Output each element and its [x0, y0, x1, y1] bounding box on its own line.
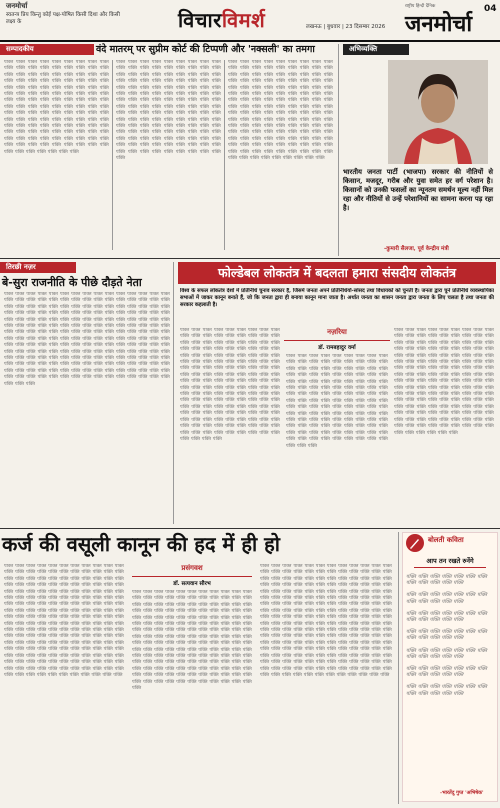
- verse-item: पंक्ति पंक्ति पंक्ति पंक्ति पंक्ति पंक्ति पंक्ति पंक्ति पंक्ति पंक्ति पंक्ति पंक्ति: [406, 684, 488, 697]
- brand-name: जनमोर्चा: [405, 12, 473, 37]
- column-divider: [173, 262, 174, 524]
- opinion-label: अभिव्यक्ति: [343, 44, 409, 55]
- verse-item: पंक्ति पंक्ति पंक्ति पंक्ति पंक्ति पंक्ति पंक्ति पंक्ति पंक्ति पंक्ति पंक्ति पंक्ति: [406, 629, 488, 642]
- section-divider: [0, 258, 500, 259]
- bottom-article-headline: कर्ज की वसूली कानून की हद में ही हो: [2, 532, 280, 556]
- lead-article-column-1: पंक्ति पंक्ति पंक्ति पंक्ति पंक्ति पंक्ति पंक्ति पंक्ति पंक्ति पंक्ति पंक्ति पंक्ति पंक्ति पंक्ति पंक्ति पंक्ति पंक्ति पंक्ति पंक्ति पंक्ति पंक्ति पंक्ति पंक्ति पंक्ति पंक्ति पंक्ति पंक्ति पंक्ति पंक्ति पंक्ति पंक्ति पंक्ति पंक्ति पंक्ति पंक्ति पंक्ति पंक्ति पंक्ति पंक्ति पंक्ति पंक्ति पंक्ति पंक्ति पंक्ति पंक्ति पंक्ति पंक्ति पंक्ति पंक्ति पंक्ति पंक्ति पंक्ति पंक्ति पंक्ति पंक्ति पंक्ति पंक्ति पंक्ति पंक्ति पंक्ति पंक्ति पंक्ति पंक्ति पंक्ति पंक्ति पंक्ति पंक्ति पंक्ति पंक्ति पंक्ति पंक्ति पंक्ति पंक्ति पंक्ति पंक्ति पंक्ति पंक्ति पंक्ति पंक्ति पंक्ति पंक्ति पंक्ति पंक्ति पंक्ति पंक्ति पंक्ति पंक्ति पंक्ति पंक्ति पंक्ति पंक्ति पंक्ति पंक्ति पंक्ति पंक्ति पंक्ति पंक्ति पंक्ति पंक्ति पंक्ति पंक्ति पंक्ति पंक्ति पंक्ति पंक्ति पंक्ति पंक्ति पंक्ति पंक्ति पंक्ति पंक्ति पंक्ति पंक्ति पंक्ति पंक्ति पंक्ति पंक्ति पंक्ति पंक्ति पंक्ति पंक्ति पंक्ति पंक्ति पंक्ति पंक्ति पंक्ति पंक्ति पंक्ति पंक्ति पंक्ति पंक्ति पंक्ति पंक्ति पंक्ति पंक्ति पंक्ति पंक्ति पंक्ति पंक्ति पंक्ति पंक्ति पंक्ति पंक्ति पंक्ति पंक्ति पंक्ति पंक्ति पंक्ति पंक्ति पंक्ति पंक्ति पंक्ति पंक्ति पंक्ति पंक्ति पंक्ति पंक्ति: [180, 328, 280, 442]
- section-divider: [0, 528, 500, 529]
- bottom-article-column-2: पंक्ति पंक्ति पंक्ति पंक्ति पंक्ति पंक्ति पंक्ति पंक्ति पंक्ति पंक्ति पंक्ति पंक्ति पंक्ति पंक्ति पंक्ति पंक्ति पंक्ति पंक्ति पंक्ति पंक्ति पंक्ति पंक्ति पंक्ति पंक्ति पंक्ति पंक्ति पंक्ति पंक्ति पंक्ति पंक्ति पंक्ति पंक्ति पंक्ति पंक्ति पंक्ति पंक्ति पंक्ति पंक्ति पंक्ति पंक्ति पंक्ति पंक्ति पंक्ति पंक्ति पंक्ति पंक्ति पंक्ति पंक्ति पंक्ति पंक्ति पंक्ति पंक्ति पंक्ति पंक्ति पंक्ति पंक्ति पंक्ति पंक्ति पंक्ति पंक्ति पंक्ति पंक्ति पंक्ति पंक्ति पंक्ति पंक्ति पंक्ति पंक्ति पंक्ति पंक्ति पंक्ति पंक्ति पंक्ति पंक्ति पंक्ति पंक्ति पंक्ति पंक्ति पंक्ति पंक्ति पंक्ति पंक्ति पंक्ति पंक्ति पंक्ति पंक्ति पंक्ति पंक्ति पंक्ति पंक्ति पंक्ति पंक्ति पंक्ति पंक्ति पंक्ति पंक्ति पंक्ति पंक्ति पंक्ति पंक्ति पंक्ति पंक्ति पंक्ति पंक्ति पंक्ति पंक्ति पंक्ति पंक्ति पंक्ति पंक्ति पंक्ति पंक्ति पंक्ति पंक्ति पंक्ति पंक्ति पंक्ति पंक्ति पंक्ति पंक्ति पंक्ति पंक्ति पंक्ति पंक्ति पंक्ति पंक्ति पंक्ति पंक्ति पंक्ति पंक्ति पंक्ति पंक्ति पंक्ति पंक्ति पंक्ति पंक्ति पंक्ति पंक्ति पंक्ति पंक्ति पंक्ति पंक्ति पंक्ति पंक्ति पंक्ति पंक्ति पंक्ति पंक्ति पंक्ति पंक्ति पंक्ति पंक्ति पंक्ति पंक्ति पंक्ति पंक्ति पंक्ति पंक्ति पंक्ति पंक्ति पंक्ति पंक्ति पंक्ति पंक्ति पंक्ति पंक्ति: [132, 590, 252, 692]
- lead-article-section-label: नज़रिया: [284, 328, 390, 341]
- verse-item: पंक्ति पंक्ति पंक्ति पंक्ति पंक्ति पंक्ति पंक्ति पंक्ति पंक्ति पंक्ति पंक्ति पंक्ति: [406, 647, 488, 660]
- verse-item: पंक्ति पंक्ति पंक्ति पंक्ति पंक्ति पंक्ति पंक्ति पंक्ति पंक्ति पंक्ति पंक्ति पंक्ति: [406, 666, 488, 679]
- sidebar-verses: [406, 574, 492, 703]
- sidebar-label: बोलती कविता: [428, 536, 464, 544]
- lead-article-headline: फोल्डेबल लोकतंत्र में बदलता हमारा संसदीय लोकतंत्र: [178, 262, 496, 284]
- column-divider: [338, 44, 339, 256]
- opinion-byline: -कुमारी सैलजा, पूर्व केन्द्रीय मंत्री: [384, 246, 449, 252]
- paper-motto: स्वतन्त्र प्रिय किन्तु कोई पक्ष-पोषित किसी दिशा और किसी लक्ष्य के: [6, 12, 120, 25]
- lead-article-column-3: पंक्ति पंक्ति पंक्ति पंक्ति पंक्ति पंक्ति पंक्ति पंक्ति पंक्ति पंक्ति पंक्ति पंक्ति पंक्ति पंक्ति पंक्ति पंक्ति पंक्ति पंक्ति पंक्ति पंक्ति पंक्ति पंक्ति पंक्ति पंक्ति पंक्ति पंक्ति पंक्ति पंक्ति पंक्ति पंक्ति पंक्ति पंक्ति पंक्ति पंक्ति पंक्ति पंक्ति पंक्ति पंक्ति पंक्ति पंक्ति पंक्ति पंक्ति पंक्ति पंक्ति पंक्ति पंक्ति पंक्ति पंक्ति पंक्ति पंक्ति पंक्ति पंक्ति पंक्ति पंक्ति पंक्ति पंक्ति पंक्ति पंक्ति पंक्ति पंक्ति पंक्ति पंक्ति पंक्ति पंक्ति पंक्ति पंक्ति पंक्ति पंक्ति पंक्ति पंक्ति पंक्ति पंक्ति पंक्ति पंक्ति पंक्ति पंक्ति पंक्ति पंक्ति पंक्ति पंक्ति पंक्ति पंक्ति पंक्ति पंक्ति पंक्ति पंक्ति पंक्ति पंक्ति पंक्ति पंक्ति पंक्ति पंक्ति पंक्ति पंक्ति पंक्ति पंक्ति पंक्ति पंक्ति पंक्ति पंक्ति पंक्ति पंक्ति पंक्ति पंक्ति पंक्ति पंक्ति पंक्ति पंक्ति पंक्ति पंक्ति पंक्ति पंक्ति पंक्ति पंक्ति पंक्ति पंक्ति पंक्ति पंक्ति पंक्ति पंक्ति पंक्ति पंक्ति पंक्ति पंक्ति पंक्ति पंक्ति पंक्ति पंक्ति पंक्ति पंक्ति पंक्ति पंक्ति पंक्ति पंक्ति पंक्ति पंक्ति पंक्ति पंक्ति पंक्ति पंक्ति पंक्ति पंक्ति पंक्ति पंक्ति पंक्ति पंक्ति पंक्ति पंक्ति पंक्ति पंक्ति: [394, 328, 494, 436]
- second-article-headline: बे-सुरा राजनीति के पीछे दौड़ते नेता: [2, 276, 142, 289]
- lead-article-author: डॉ. रामबहादुर वर्मा: [318, 345, 356, 351]
- sidebar-byline: -भारतेंदु गुप्त 'अभिषेक': [440, 790, 484, 796]
- bottom-article-author: डॉ. सत्यवान सौरभ: [173, 581, 211, 587]
- section-title-left: विचार: [178, 8, 222, 32]
- page-number: 04: [484, 4, 497, 14]
- editorial-column-2: पंक्ति पंक्ति पंक्ति पंक्ति पंक्ति पंक्ति पंक्ति पंक्ति पंक्ति पंक्ति पंक्ति पंक्ति पंक्ति पंक्ति पंक्ति पंक्ति पंक्ति पंक्ति पंक्ति पंक्ति पंक्ति पंक्ति पंक्ति पंक्ति पंक्ति पंक्ति पंक्ति पंक्ति पंक्ति पंक्ति पंक्ति पंक्ति पंक्ति पंक्ति पंक्ति पंक्ति पंक्ति पंक्ति पंक्ति पंक्ति पंक्ति पंक्ति पंक्ति पंक्ति पंक्ति पंक्ति पंक्ति पंक्ति पंक्ति पंक्ति पंक्ति पंक्ति पंक्ति पंक्ति पंक्ति पंक्ति पंक्ति पंक्ति पंक्ति पंक्ति पंक्ति पंक्ति पंक्ति पंक्ति पंक्ति पंक्ति पंक्ति पंक्ति पंक्ति पंक्ति पंक्ति पंक्ति पंक्ति पंक्ति पंक्ति पंक्ति पंक्ति पंक्ति पंक्ति पंक्ति पंक्ति पंक्ति पंक्ति पंक्ति पंक्ति पंक्ति पंक्ति पंक्ति पंक्ति पंक्ति पंक्ति पंक्ति पंक्ति पंक्ति पंक्ति पंक्ति पंक्ति पंक्ति पंक्ति पंक्ति पंक्ति पंक्ति पंक्ति पंक्ति पंक्ति पंक्ति पंक्ति पंक्ति पंक्ति पंक्ति पंक्ति पंक्ति पंक्ति पंक्ति पंक्ति पंक्ति पंक्ति पंक्ति पंक्ति पंक्ति पंक्ति पंक्ति पंक्ति पंक्ति पंक्ति पंक्ति पंक्ति पंक्ति पंक्ति पंक्ति पंक्ति पंक्ति पंक्ति पंक्ति पंक्ति पंक्ति: [116, 60, 221, 162]
- editorial-label: सम्पादकीय: [0, 44, 94, 55]
- dateline: लखनऊ | बुधवार | 23 दिसम्बर 2026: [306, 24, 386, 30]
- quill-icon: [406, 534, 424, 552]
- verse-item: पंक्ति पंक्ति पंक्ति पंक्ति पंक्ति पंक्ति पंक्ति पंक्ति पंक्ति पंक्ति पंक्ति पंक्ति: [406, 610, 488, 624]
- bottom-article-column-3: पंक्ति पंक्ति पंक्ति पंक्ति पंक्ति पंक्ति पंक्ति पंक्ति पंक्ति पंक्ति पंक्ति पंक्ति पंक्ति पंक्ति पंक्ति पंक्ति पंक्ति पंक्ति पंक्ति पंक्ति पंक्ति पंक्ति पंक्ति पंक्ति पंक्ति पंक्ति पंक्ति पंक्ति पंक्ति पंक्ति पंक्ति पंक्ति पंक्ति पंक्ति पंक्ति पंक्ति पंक्ति पंक्ति पंक्ति पंक्ति पंक्ति पंक्ति पंक्ति पंक्ति पंक्ति पंक्ति पंक्ति पंक्ति पंक्ति पंक्ति पंक्ति पंक्ति पंक्ति पंक्ति पंक्ति पंक्ति पंक्ति पंक्ति पंक्ति पंक्ति पंक्ति पंक्ति पंक्ति पंक्ति पंक्ति पंक्ति पंक्ति पंक्ति पंक्ति पंक्ति पंक्ति पंक्ति पंक्ति पंक्ति पंक्ति पंक्ति पंक्ति पंक्ति पंक्ति पंक्ति पंक्ति पंक्ति पंक्ति पंक्ति पंक्ति पंक्ति पंक्ति पंक्ति पंक्ति पंक्ति पंक्ति पंक्ति पंक्ति पंक्ति पंक्ति पंक्ति पंक्ति पंक्ति पंक्ति पंक्ति पंक्ति पंक्ति पंक्ति पंक्ति पंक्ति पंक्ति पंक्ति पंक्ति पंक्ति पंक्ति पंक्ति पंक्ति पंक्ति पंक्ति पंक्ति पंक्ति पंक्ति पंक्ति पंक्ति पंक्ति पंक्ति पंक्ति पंक्ति पंक्ति पंक्ति पंक्ति पंक्ति पंक्ति पंक्ति पंक्ति पंक्ति पंक्ति पंक्ति पंक्ति पंक्ति पंक्ति पंक्ति पंक्ति पंक्ति पंक्ति पंक्ति पंक्ति पंक्ति पंक्ति पंक्ति पंक्ति पंक्ति पंक्ति पंक्ति पंक्ति पंक्ति पंक्ति पंक्ति पंक्ति पंक्ति पंक्ति पंक्ति पंक्ति पंक्ति पंक्ति पंक्ति पंक्ति पंक्ति पंक्ति पंक्ति पंक्ति पंक्ति पंक्ति पंक्ति पंक्ति पंक्ति पंक्ति पंक्ति पंक्ति पंक्ति पंक्ति पंक्ति पंक्ति पंक्ति पंक्ति पंक्ति पंक्ति पंक्ति पंक्ति पंक्ति पंक्ति पंक्ति पंक्ति पंक्ति पंक्ति पंक्ति पंक्ति पंक्ति पंक्ति पंक्ति पंक्ति पंक्ति पंक्ति पंक्ति पंक्ति पंक्ति पंक्ति पंक्ति पंक्ति पंक्ति पंक्ति पंक्ति पंक्ति पंक्ति पंक्ति पंक्ति पंक्ति पंक्ति पंक्ति पंक्ति पंक्ति: [260, 564, 392, 678]
- lead-article-column-2: पंक्ति पंक्ति पंक्ति पंक्ति पंक्ति पंक्ति पंक्ति पंक्ति पंक्ति पंक्ति पंक्ति पंक्ति पंक्ति पंक्ति पंक्ति पंक्ति पंक्ति पंक्ति पंक्ति पंक्ति पंक्ति पंक्ति पंक्ति पंक्ति पंक्ति पंक्ति पंक्ति पंक्ति पंक्ति पंक्ति पंक्ति पंक्ति पंक्ति पंक्ति पंक्ति पंक्ति पंक्ति पंक्ति पंक्ति पंक्ति पंक्ति पंक्ति पंक्ति पंक्ति पंक्ति पंक्ति पंक्ति पंक्ति पंक्ति पंक्ति पंक्ति पंक्ति पंक्ति पंक्ति पंक्ति पंक्ति पंक्ति पंक्ति पंक्ति पंक्ति पंक्ति पंक्ति पंक्ति पंक्ति पंक्ति पंक्ति पंक्ति पंक्ति पंक्ति पंक्ति पंक्ति पंक्ति पंक्ति पंक्ति पंक्ति पंक्ति पंक्ति पंक्ति पंक्ति पंक्ति पंक्ति पंक्ति पंक्ति पंक्ति पंक्ति पंक्ति पंक्ति पंक्ति पंक्ति पंक्ति पंक्ति पंक्ति पंक्ति पंक्ति पंक्ति पंक्ति पंक्ति पंक्ति पंक्ति पंक्ति पंक्ति पंक्ति पंक्ति पंक्ति पंक्ति पंक्ति पंक्ति पंक्ति पंक्ति पंक्ति पंक्ति पंक्ति पंक्ति पंक्ति पंक्ति पंक्ति पंक्ति पंक्ति पंक्ति पंक्ति पंक्ति पंक्ति पंक्ति पंक्ति पंक्ति पंक्ति पंक्ति पंक्ति पंक्ति: [286, 354, 388, 449]
- editorial-column-3: पंक्ति पंक्ति पंक्ति पंक्ति पंक्ति पंक्ति पंक्ति पंक्ति पंक्ति पंक्ति पंक्ति पंक्ति पंक्ति पंक्ति पंक्ति पंक्ति पंक्ति पंक्ति पंक्ति पंक्ति पंक्ति पंक्ति पंक्ति पंक्ति पंक्ति पंक्ति पंक्ति पंक्ति पंक्ति पंक्ति पंक्ति पंक्ति पंक्ति पंक्ति पंक्ति पंक्ति पंक्ति पंक्ति पंक्ति पंक्ति पंक्ति पंक्ति पंक्ति पंक्ति पंक्ति पंक्ति पंक्ति पंक्ति पंक्ति पंक्ति पंक्ति पंक्ति पंक्ति पंक्ति पंक्ति पंक्ति पंक्ति पंक्ति पंक्ति पंक्ति पंक्ति पंक्ति पंक्ति पंक्ति पंक्ति पंक्ति पंक्ति पंक्ति पंक्ति पंक्ति पंक्ति पंक्ति पंक्ति पंक्ति पंक्ति पंक्ति पंक्ति पंक्ति पंक्ति पंक्ति पंक्ति पंक्ति पंक्ति पंक्ति पंक्ति पंक्ति पंक्ति पंक्ति पंक्ति पंक्ति पंक्ति पंक्ति पंक्ति पंक्ति पंक्ति पंक्ति पंक्ति पंक्ति पंक्ति पंक्ति पंक्ति पंक्ति पंक्ति पंक्ति पंक्ति पंक्ति पंक्ति पंक्ति पंक्ति पंक्ति पंक्ति पंक्ति पंक्ति पंक्ति पंक्ति पंक्ति पंक्ति पंक्ति पंक्ति पंक्ति पंक्ति पंक्ति पंक्ति पंक्ति पंक्ति पंक्ति पंक्ति पंक्ति पंक्ति पंक्ति पंक्ति पंक्ति पंक्ति पंक्ति पंक्ति पंक्ति पंक्ति पंक्ति पंक्ति पंक्ति पंक्ति पंक्ति पंक्ति पंक्ति: [228, 60, 333, 162]
- verse-item: पंक्ति पंक्ति पंक्ति पंक्ति पंक्ति पंक्ति पंक्ति पंक्ति पंक्ति पंक्ति पंक्ति पंक्ति: [406, 592, 488, 605]
- second-article-body: पंक्ति पंक्ति पंक्ति पंक्ति पंक्ति पंक्ति पंक्ति पंक्ति पंक्ति पंक्ति पंक्ति पंक्ति पंक्ति पंक्ति पंक्ति पंक्ति पंक्ति पंक्ति पंक्ति पंक्ति पंक्ति पंक्ति पंक्ति पंक्ति पंक्ति पंक्ति पंक्ति पंक्ति पंक्ति पंक्ति पंक्ति पंक्ति पंक्ति पंक्ति पंक्ति पंक्ति पंक्ति पंक्ति पंक्ति पंक्ति पंक्ति पंक्ति पंक्ति पंक्ति पंक्ति पंक्ति पंक्ति पंक्ति पंक्ति पंक्ति पंक्ति पंक्ति पंक्ति पंक्ति पंक्ति पंक्ति पंक्ति पंक्ति पंक्ति पंक्ति पंक्ति पंक्ति पंक्ति पंक्ति पंक्ति पंक्ति पंक्ति पंक्ति पंक्ति पंक्ति पंक्ति पंक्ति पंक्ति पंक्ति पंक्ति पंक्ति पंक्ति पंक्ति पंक्ति पंक्ति पंक्ति पंक्ति पंक्ति पंक्ति पंक्ति पंक्ति पंक्ति पंक्ति पंक्ति पंक्ति पंक्ति पंक्ति पंक्ति पंक्ति पंक्ति पंक्ति पंक्ति पंक्ति पंक्ति पंक्ति पंक्ति पंक्ति पंक्ति पंक्ति पंक्ति पंक्ति पंक्ति पंक्ति पंक्ति पंक्ति पंक्ति पंक्ति पंक्ति पंक्ति पंक्ति पंक्ति पंक्ति पंक्ति पंक्ति पंक्ति पंक्ति पंक्ति पंक्ति पंक्ति पंक्ति पंक्ति पंक्ति पंक्ति पंक्ति पंक्ति पंक्ति पंक्ति पंक्ति पंक्ति पंक्ति पंक्ति पंक्ति पंक्ति पंक्ति पंक्ति पंक्ति पंक्ति पंक्ति पंक्ति पंक्ति पंक्ति पंक्ति पंक्ति पंक्ति पंक्ति पंक्ति पंक्ति पंक्ति पंक्ति पंक्ति पंक्ति पंक्ति पंक्ति पंक्ति पंक्ति पंक्ति पंक्ति पंक्ति पंक्ति पंक्ति पंक्ति पंक्ति पंक्ति पंक्ति पंक्ति पंक्ति पंक्ति पंक्ति पंक्ति पंक्ति पंक्ति पंक्ति पंक्ति पंक्ति पंक्ति पंक्ति पंक्ति पंक्ति पंक्ति पंक्ति पंक्ति पंक्ति पंक्ति पंक्ति पंक्ति पंक्ति पंक्ति पंक्ति पंक्ति पंक्ति पंक्ति पंक्ति पंक्ति पंक्ति पंक्ति पंक्ति पंक्ति पंक्ति पंक्ति पंक्ति पंक्ति पंक्ति पंक्ति पंक्ति पंक्ति पंक्ति पंक्ति पंक्ति: [4, 292, 170, 387]
- editorial-column-1: पंक्ति पंक्ति पंक्ति पंक्ति पंक्ति पंक्ति पंक्ति पंक्ति पंक्ति पंक्ति पंक्ति पंक्ति पंक्ति पंक्ति पंक्ति पंक्ति पंक्ति पंक्ति पंक्ति पंक्ति पंक्ति पंक्ति पंक्ति पंक्ति पंक्ति पंक्ति पंक्ति पंक्ति पंक्ति पंक्ति पंक्ति पंक्ति पंक्ति पंक्ति पंक्ति पंक्ति पंक्ति पंक्ति पंक्ति पंक्ति पंक्ति पंक्ति पंक्ति पंक्ति पंक्ति पंक्ति पंक्ति पंक्ति पंक्ति पंक्ति पंक्ति पंक्ति पंक्ति पंक्ति पंक्ति पंक्ति पंक्ति पंक्ति पंक्ति पंक्ति पंक्ति पंक्ति पंक्ति पंक्ति पंक्ति पंक्ति पंक्ति पंक्ति पंक्ति पंक्ति पंक्ति पंक्ति पंक्ति पंक्ति पंक्ति पंक्ति पंक्ति पंक्ति पंक्ति पंक्ति पंक्ति पंक्ति पंक्ति पंक्ति पंक्ति पंक्ति पंक्ति पंक्ति पंक्ति पंक्ति पंक्ति पंक्ति पंक्ति पंक्ति पंक्ति पंक्ति पंक्ति पंक्ति पंक्ति पंक्ति पंक्ति पंक्ति पंक्ति पंक्ति पंक्ति पंक्ति पंक्ति पंक्ति पंक्ति पंक्ति पंक्ति पंक्ति पंक्ति पंक्ति पंक्ति पंक्ति पंक्ति पंक्ति पंक्ति पंक्ति पंक्ति पंक्ति पंक्ति पंक्ति पंक्ति पंक्ति पंक्ति पंक्ति पंक्ति पंक्ति पंक्ति पंक्ति पंक्ति: [4, 60, 109, 155]
- verse-item: पंक्ति पंक्ति पंक्ति पंक्ति पंक्ति पंक्ति पंक्ति पंक्ति पंक्ति पंक्ति पंक्ति पंक्ति: [406, 574, 488, 587]
- opinion-quote: भारतीय जनता पार्टी (भाजपा) सरकार की नीतियों से किसान, मजदूर, गरीब और युवा समेत हर वर्ग परेशान है। किसानों को उनकी फसलों का न्यूनतम समर्थन मूल्य नहीं मिल रहा और नीतियों से उन्हें परेशानियों का सामना करना पड़ रहा है।: [343, 168, 493, 212]
- brand-tagline: राष्ट्रीय हिन्दी दैनिक: [405, 4, 436, 9]
- bottom-article-column-1: पंक्ति पंक्ति पंक्ति पंक्ति पंक्ति पंक्ति पंक्ति पंक्ति पंक्ति पंक्ति पंक्ति पंक्ति पंक्ति पंक्ति पंक्ति पंक्ति पंक्ति पंक्ति पंक्ति पंक्ति पंक्ति पंक्ति पंक्ति पंक्ति पंक्ति पंक्ति पंक्ति पंक्ति पंक्ति पंक्ति पंक्ति पंक्ति पंक्ति पंक्ति पंक्ति पंक्ति पंक्ति पंक्ति पंक्ति पंक्ति पंक्ति पंक्ति पंक्ति पंक्ति पंक्ति पंक्ति पंक्ति पंक्ति पंक्ति पंक्ति पंक्ति पंक्ति पंक्ति पंक्ति पंक्ति पंक्ति पंक्ति पंक्ति पंक्ति पंक्ति पंक्ति पंक्ति पंक्ति पंक्ति पंक्ति पंक्ति पंक्ति पंक्ति पंक्ति पंक्ति पंक्ति पंक्ति पंक्ति पंक्ति पंक्ति पंक्ति पंक्ति पंक्ति पंक्ति पंक्ति पंक्ति पंक्ति पंक्ति पंक्ति पंक्ति पंक्ति पंक्ति पंक्ति पंक्ति पंक्ति पंक्ति पंक्ति पंक्ति पंक्ति पंक्ति पंक्ति पंक्ति पंक्ति पंक्ति पंक्ति पंक्ति पंक्ति पंक्ति पंक्ति पंक्ति पंक्ति पंक्ति पंक्ति पंक्ति पंक्ति पंक्ति पंक्ति पंक्ति पंक्ति पंक्ति पंक्ति पंक्ति पंक्ति पंक्ति पंक्ति पंक्ति पंक्ति पंक्ति पंक्ति पंक्ति पंक्ति पंक्ति पंक्ति पंक्ति पंक्ति पंक्ति पंक्ति पंक्ति पंक्ति पंक्ति पंक्ति पंक्ति पंक्ति पंक्ति पंक्ति पंक्ति पंक्ति पंक्ति पंक्ति पंक्ति पंक्ति पंक्ति पंक्ति पंक्ति पंक्ति पंक्ति पंक्ति पंक्ति पंक्ति पंक्ति पंक्ति पंक्ति पंक्ति पंक्ति पंक्ति पंक्ति पंक्ति पंक्ति पंक्ति पंक्ति पंक्ति पंक्ति पंक्ति पंक्ति पंक्ति पंक्ति पंक्ति पंक्ति पंक्ति पंक्ति पंक्ति पंक्ति पंक्ति पंक्ति पंक्ति पंक्ति पंक्ति पंक्ति पंक्ति पंक्ति पंक्ति पंक्ति पंक्ति पंक्ति पंक्ति पंक्ति पंक्ति पंक्ति पंक्ति पंक्ति पंक्ति पंक्ति पंक्ति: [4, 564, 124, 678]
- poem-icon: [406, 534, 424, 552]
- column-divider: [398, 532, 399, 804]
- section-title: [178, 6, 265, 33]
- second-article-label: तिरछी नज़र: [0, 262, 76, 273]
- editorial-headline: वंदे मातरम् पर सुप्रीम कोर्ट की टिप्पणी और 'नक्सली' का तमगा: [96, 44, 315, 55]
- section-title-right: विमर्श: [221, 8, 266, 32]
- column-divider: [112, 60, 113, 250]
- author-portrait: [388, 60, 488, 164]
- column-divider: [224, 60, 225, 250]
- bottom-article-section-label: प्रसंगवश: [132, 564, 252, 577]
- paper-logo: जनमोर्चा: [6, 2, 28, 10]
- sidebar-subtitle: आप तन रखते रुनेंगे: [414, 556, 486, 568]
- portrait-figure: [388, 60, 488, 164]
- lead-article-standfirst: विश्व के सफल लोकतंत्र देशों में प्रतिनिधि चुनाव सरकार है, जिसमें जनता अपने प्रतिनिधियों-सांसद तथा विधायकों को चुनती है। जनता द्वारा चुने प्रतिनिधि व्यवस्थापिका सभाओं में जाकर कानून बनाते हैं, जो कि जनता द्वारा ही बनाया कानून माना जाता है। अर्थात जनता का शासन जनता द्वारा जनता के लिए चलता है तथा जनता की सरकार कहलाती है।: [180, 288, 494, 308]
